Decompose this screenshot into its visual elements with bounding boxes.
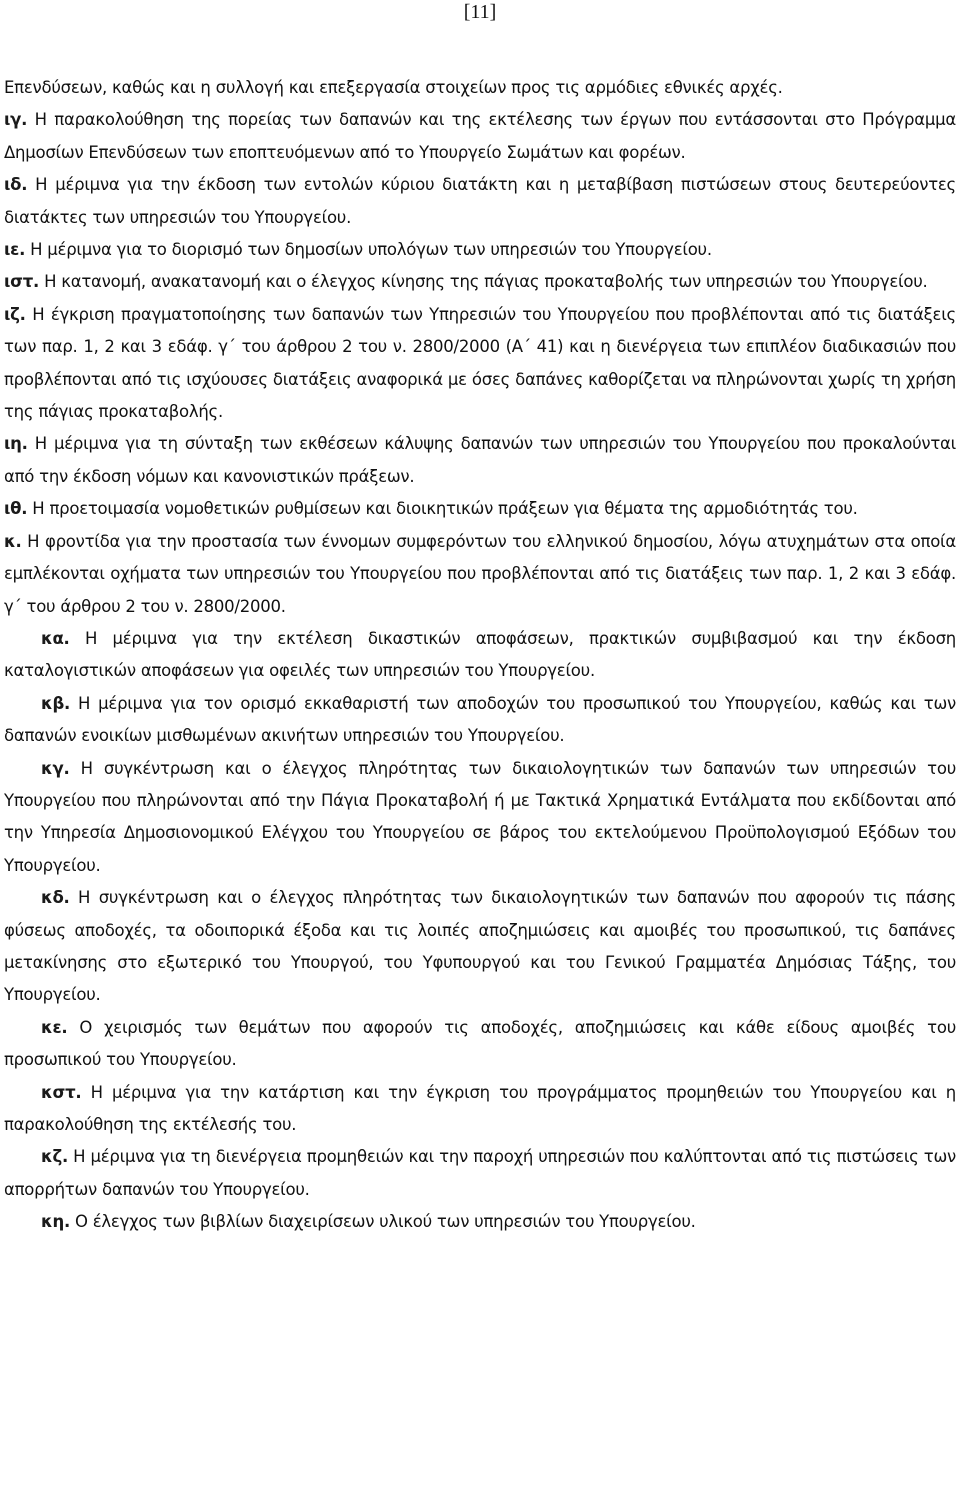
item-label: κη. <box>41 1212 70 1232</box>
item-text: Η προετοιμασία νομοθετικών ρυθμίσεων και διοικητικών πράξεων για θέματα της αρμοδιότητάς του. <box>27 499 858 519</box>
item-text: Η μέριμνα για τον ορισμό εκκαθαριστή των αποδοχών του προσωπικού του Υπουργείου, καθώς και των δαπανών ενοικίων μισθωμένων ακινήτων υπηρεσιών του Υπουργείου. <box>4 693 956 746</box>
paragraph-item-kh <box>4 1206 956 1238</box>
item-label: ιγ. <box>4 110 28 130</box>
item-label: ιη. <box>4 434 28 454</box>
item-text: Ο έλεγχος των βιβλίων διαχειρίσεων υλικού των υπηρεσιών του Υπουργείου. <box>70 1212 696 1232</box>
item-label: κε. <box>41 1017 68 1037</box>
item-label: κζ. <box>41 1147 68 1167</box>
item-text: Επενδύσεων, καθώς και η συλλογή και επεξεργασία στοιχείων προς τις αρμόδιες εθνικές αρχές. <box>4 78 783 97</box>
item-label: κστ. <box>41 1082 82 1102</box>
paragraph-item-kst <box>4 1077 956 1142</box>
page-number: [11] <box>463 1 497 23</box>
item-text: Η μέριμνα για την έκδοση των εντολών κύριου διατάκτη και η μεταβίβαση πιστώσεων στους δευτερεύοντες διατάκτες των υπηρεσιών του Υπουργείου. <box>4 175 956 227</box>
item-text: Η μέριμνα για τη σύνταξη των εκθέσεων κάλυψης δαπανών των υπηρεσιών του Υπουργείου που προκαλούνται από την έκδοση νόμων και κανονιστικών πράξεων. <box>4 434 956 486</box>
paragraph-item-kg <box>4 753 956 883</box>
paragraph-item-k <box>4 526 956 623</box>
paragraph-item-kd <box>4 882 956 1012</box>
paragraph-item-ie <box>4 234 956 266</box>
paragraph-item-ka <box>4 623 956 688</box>
paragraph-item-kb <box>4 688 956 753</box>
document-body <box>4 72 956 1239</box>
paragraph-continuation <box>4 72 956 104</box>
item-text: Η παρακολούθηση της πορείας των δαπανών και της εκτέλεσης των έργων που εντάσσονται στο Πρόγραμμα Δημοσίων Επενδύσεων των εποπτευόμενων από το Υπουργείο Σωμάτων και φορέων. <box>4 110 956 162</box>
item-label: ιστ. <box>4 272 40 292</box>
item-label: κδ. <box>41 888 70 908</box>
item-text: Ο χειρισμός των θεμάτων που αφορούν τις αποδοχές, αποζημιώσεις και κάθε είδους αμοιβές του προσωπικού του Υπουργείου. <box>4 1017 956 1070</box>
item-text: Η κατανομή, ανακατανομή και ο έλεγχος κίνησης της πάγιας προκαταβολής των υπηρεσιών του Υπουργείου. <box>39 272 928 292</box>
item-label: κγ. <box>41 758 70 778</box>
item-text: Η συγκέντρωση και ο έλεγχος πληρότητας των δικαιολογητικών των δαπανών των υπηρεσιών του Υπουργείου που πληρώνονται από την Πάγια Προκαταβολή ή με Τακτικά Χρηματικά Εντάλματα που εκδίδονται από την Υπηρεσία Δημοσιονομικού Ελέγχου του Υπουργείου σε βάρος του εκτελούμενου Προϋπολογισμού Εξόδων του Υπουργείου. <box>4 758 956 875</box>
item-text: Η μέριμνα για την εκτέλεση δικαστικών αποφάσεων, πρακτικών συμβιβασμού και την έκδοση καταλογιστικών αποφάσεων για οφειλές των υπηρεσιών του Υπουργείου. <box>4 628 956 681</box>
item-label: κ. <box>4 531 22 551</box>
item-label: ιθ. <box>4 499 28 519</box>
paragraph-item-ke <box>4 1012 956 1077</box>
item-text: Η έγκριση πραγματοποίησης των δαπανών των Υπηρεσιών του Υπουργείου που προβλέπονται από τις διατάξεις των παρ. 1, 2 και 3 εδάφ. γ΄ του άρθρου 2 του ν. 2800/2000 (Α΄ 41) και η διενέργεια των επιπλέον διαδικασιών που προβλέπονται από τις ισχύουσες διατάξεις αναφορικά με όσες δαπάνες καθορίζεται να πληρώνονται χωρίς τη χρήση της πάγιας προκαταβολής. <box>4 304 956 422</box>
item-label: ιε. <box>4 240 26 260</box>
paragraph-item-kz <box>4 1141 956 1206</box>
item-label: ιζ. <box>4 304 26 324</box>
item-label: ιδ. <box>4 175 28 195</box>
item-text: Η φροντίδα για την προστασία των έννομων συμφερόντων του ελληνικού δημοσίου, λόγω ατυχημάτων στα οποία εμπλέκονται οχήματα των υπηρεσιών του Υπουργείου που προβλέπονται από τις διατάξεις των παρ. 1, 2 και 3 εδάφ. γ΄ του άρθρου 2 του ν. 2800/2000. <box>4 531 956 616</box>
paragraph-item-id <box>4 169 956 234</box>
paragraph-item-ist <box>4 266 956 298</box>
item-label: κα. <box>41 628 70 648</box>
paragraph-item-ig <box>4 104 956 169</box>
paragraph-item-iz <box>4 299 956 429</box>
item-text: Η μέριμνα για την κατάρτιση και την έγκριση του προγράμματος προμηθειών του Υπουργείου και η παρακολούθηση της εκτέλεσής του. <box>4 1082 956 1134</box>
paragraph-item-ih <box>4 428 956 493</box>
item-text: Η μέριμνα για το διορισμό των δημοσίων υπολόγων των υπηρεσιών του Υπουργείου. <box>25 240 712 260</box>
item-text: Η μέριμνα για τη διενέργεια προμηθειών και την παροχή υπηρεσιών που καλύπτονται από τις πιστώσεις των απορρήτων δαπανών του Υπουργείου. <box>4 1147 956 1199</box>
item-text: Η συγκέντρωση και ο έλεγχος πληρότητας των δικαιολογητικών των δαπανών που αφορούν τις πάσης φύσεως αποδοχές, τα οδοιπορικά έξοδα και τις λοιπές αποζημιώσεις και αμοιβές του προσωπικού, τις δαπάνες μετακίνησης στο εξωτερικό του Υπουργού, του Υφυπουργού και του Γενικού Γραμματέα Δημόσιας Τάξης, του Υπουργείου. <box>4 888 956 1005</box>
item-label: κβ. <box>41 693 71 713</box>
paragraph-item-ith <box>4 493 956 525</box>
